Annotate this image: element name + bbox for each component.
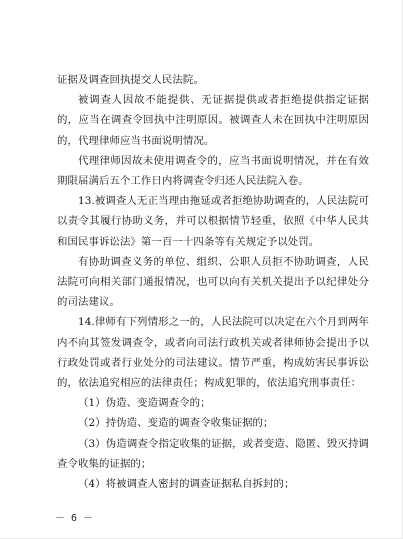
paragraph-refusal-to-provide: 被调查人因故不能提供、无证据提供或者拒绝提供指定证据的，应当在调查令回执中注明原因。被调查人未在回执中注明原因的，代理律师应当书面说明情况。 <box>57 94 369 147</box>
list-item: （3）伪造调查令指定收集的证据，或者变造、隐匿、毁灭持调查令收集的证据的； <box>57 437 369 470</box>
paragraph-non-cooperation: 有协助调查义务的单位、组织、公职人员拒不协助调查，人民法院可向相关部门通报情况，也可以向有关机关提出予以纪律处分的司法建议。 <box>57 255 369 309</box>
paragraph-unused-order: 代理律师因故未使用调查令的，应当书面说明情况，并在有效期限届满后五个工作日内将调查令归还人民法院入卷。 <box>57 154 369 188</box>
page-number: － 6 － <box>55 513 94 524</box>
list-item: （1）伪造、变造调查令的； <box>78 397 211 410</box>
list-item: （4）将被调查人密封的调查证据私自拆封的； <box>78 478 295 491</box>
paragraph-clause-14: 14.律师有下列情形之一的，人民法院可以决定在六个月到两年内不向其签发调查令，或者向司法行政机关或者律师协会提出予以行政处罚或者行业处分的司法建议。情节严重，构成妨害民事诉讼的，依法追究相应的法律责任；构成犯罪的，依法追究刑事责任： <box>57 316 369 390</box>
paragraph-continuation: 证据及调查回执提交人民法院。 <box>57 74 204 86</box>
list-item: （2）持伪造、变造的调查令收集证据的； <box>78 417 274 430</box>
paragraph-clause-13: 13.被调查人无正当理由拖延或者拒绝协助调查的，人民法院可以责令其履行协助义务，并可以根据情节轻重，依照《中华人民共和国民事诉讼法》第一百一十四条等有关规定予以处罚。 <box>57 195 369 248</box>
document-body <box>57 70 369 494</box>
